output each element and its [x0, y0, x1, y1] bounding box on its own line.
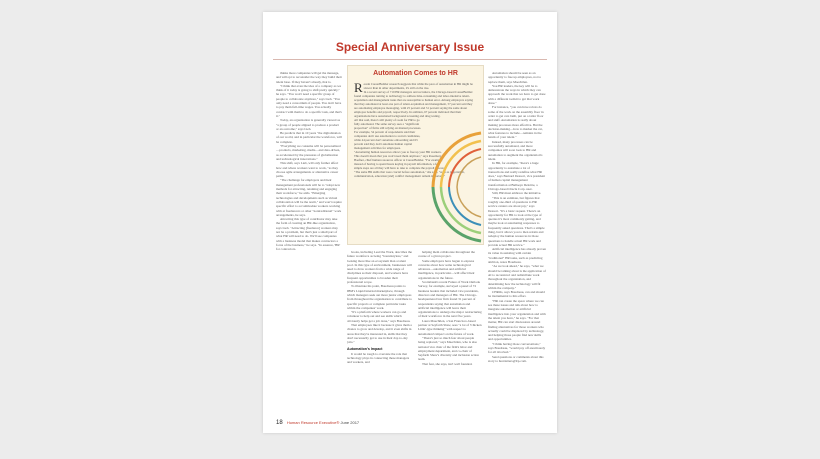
paragraph: Indeed, many processes can be successfully automated, and more companies will soon look to HR and automation to augment the organization's talent. [488, 139, 543, 161]
paragraph: He predicts that in 10 years "the digitalization of our world, and in particular the workforce, will be complete. [276, 131, 342, 144]
paragraph: That fear, she says, isn't well founded. [422, 361, 473, 366]
sidebar-lead [354, 82, 477, 95]
paragraph: To illustrate his point, Boudreau points to IBM's Liquid internal marketplace, through which managers seek out more junior employees from throughout the organization to contribute to specific projects or complete particular tasks within the companies' work. [347, 284, 412, 310]
paragraph: helping them collaborate throughout the course of a given project. [418, 250, 475, 259]
paragraph: books, including Lead the Work, describes the future workforce as being "boundaryless," and looking more like an ecosystem than a talent pool. In this type of environment, businesses will need to draw workers from a wide range of disciplines as their disposal, and workers have frequent opportunities to broaden their professional scope. [347, 250, 413, 285]
paragraph: "Everything we consume will be personalized—products, marketing, media—and data-driven, as accelerated by the pressures of globalization and technological innovations." [276, 144, 341, 161]
paragraph: thinks more companies will get the message, and will opt to reconsider the way they build their talent base. If they haven't already, that is. [276, 71, 342, 84]
banner-divider [273, 59, 547, 60]
publication-name: Human Resource Executive® [286, 420, 340, 425]
paragraph: Automation should be seen as an opportunity to free up employees, not to replace them, says Maechtlen. [488, 71, 542, 84]
paragraph: "I think that even the idea of a company as we think of it today is going to shift pretty quickly," he says. "You won't need a specific group of people to collaborate anymore," says Lieb. "You only need a consortium of people. You don't have to pay them full-time wages. You actually contract with them to do a specific task, and that's it." [276, 83, 342, 118]
sidebar-title: Automation Comes to HR [373, 70, 458, 77]
paragraph: Attracting this type of contributor may take the form of creating an HR-like organization, says Lieb. "Attracting [freelance] workers may not be a problem, but that's just a small part of what HR will need to do. We'll see companies with a business model that makes contractors a focus of the business," he says. "In essence, 'HR' for contractors. [276, 217, 341, 252]
article-column-1 [276, 71, 342, 417]
paragraph: Still, HR must embrace the initiative. [492, 191, 542, 196]
drop-cap: R [354, 82, 363, 95]
paragraph: Some employers have begun to express concerns about how some technological advances—automation and artificial intelligence, in particular—will affect their organizations in the future. [418, 258, 475, 280]
sidebar-paragraph: In a recent survey of 719 HR managers and recruiters, the Chicago-based CareerBuilder found companies turning to technology to address time-consuming and labor-intensive talent-acquisition and management tasks that are susceptible to human error. Among employers saying that they automated at least one part of talent-acquisition and management, 57 percent said they are automating employee messaging, with 25 percent and 31 percent saying the same about employee benefits and payroll, respectively. In addition, 67 percent indicated that their organizations have automated background screening and drug testing. [354, 90, 473, 118]
section-subhead: Automation's Impact [347, 346, 383, 351]
sidebar-paragraph: All that said, there's still plenty of room for HR to go fully automated. The same survey sees a "significant proportion" of firms still relying on manual processes. For example, 54 percent of respondents said their companies don't use automation to recruit candidates, while 44 percent don't automate onboarding and 63 percent said they don't automate human capital management activities for employees. [354, 118, 422, 150]
paragraph: "It's a platform where workers can go and volunteer to help out and see skills which obviously helps get a job done," says Boudreau. [347, 310, 411, 323]
article-column-2 [347, 250, 413, 417]
page-number: 18 [276, 420, 283, 426]
paragraph: "As we look ahead," he says, "what we should be talking about is the application of AI to reconstruct and redistribute work throughout the organization, and determining how the technology will fit within the company." [488, 264, 546, 290]
paragraph: CHROs, says Boudreau, can and should be instrumental to this effort. [488, 290, 545, 299]
paragraph: "There's just so much fear about people being replaced," says Maechtlen, who is also national vice chair of the firm's labor and employment department, and co-chair of Seyfarth Shaw's diversity and inclusion action team. [418, 335, 479, 362]
sidebar-box [347, 65, 484, 245]
issue-banner: Special Anniversary Issue [335, 40, 485, 54]
paragraph: "The challenge for employers and their management professionals will be to "adopt new methods for attracting, retaining and engaging their workforce," he adds. "Emerging technologies and developments such as virtual collaboration will be the norm," and won't require specific effort to accommodate workers working with at freelancers or other "nontraditional" work arrangements, he says. [276, 178, 342, 217]
issue-date: June 2017 [340, 420, 360, 425]
magazine-page [263, 12, 557, 433]
paragraph: For instance, "you can have robots do some of the work on the assembly floor in order to get cars built, put on a tailor floor and stuff. Automation is really about making processes more effective. But the decision-making—how to market the car, what features to include—remains in the hands of your talent." [488, 105, 544, 140]
article-column-3 [418, 250, 482, 417]
paragraph: Laura Maechtlen, a San Francisco-based partner at Seyfarth Shaw, sees "a lot of 'Chicken Little'-type thinking" with respect to automation's impact on the future of work. [418, 318, 482, 336]
paragraph: Today, an organization is generally viewed as "a group of people aligned to produce a product or an outcome," says Lieb. [276, 118, 341, 131]
paragraph: In HR, for example, "there's a huge opportunity to automate a lot of transactions and really redefine what HR does," says Bernard Dessort, vice president of human capital management transformation at Bullseye Deloitte, a Chicago-based Oracle Corp. user. [488, 161, 546, 192]
paragraph: "I think having those conversations," says Boudreau, "would pay off enormously for all involved." [488, 341, 546, 355]
paragraph: You HR leaders, the key will be to demonstrate the ways in which they can approach the work that we have to get done with a different toolkit to get that work done." [488, 83, 546, 106]
article-column-4 [488, 71, 546, 417]
paragraph: Send questions or comments about this story to hrexletters@lrp.com. [488, 354, 544, 363]
paragraph: Scotiabank's recent Future of Work Outlook Survey, for example, surveyed a panel of 72 business leaders that included vice presidents, directors and managers of HR. The Chicago-headquartered law firm found 31 percent of respondents saying that automation and artificial intelligence will leave their organizations to undergo the major restructuring of their workforce in the next five years. [418, 280, 482, 319]
sidebar-paragraph: "Automating human resources allows you to free up your HR workers. This doesn't mean that you won't need them anymore," says Rosemary Haefner, chief human resources officer at CareerBuilder. "For example, instead of having to spend hours keying in payroll information, a few simple steps are all they will have to take to complete the payroll process. [354, 150, 446, 170]
paragraph: "HR can create the space where we can see these issues and talk about how to integrate automation or artificial intelligence into your organization and with the talent you have," he says. "For that matter, HR can start discussions around finding alternatives for those workers who actually could be displaced by technology, and helping those people find new skills and opportunities. [488, 298, 546, 342]
sidebar-paragraph: "The same HR skills that were crucial before automation," she says, "such as negotiation, communication, education [and] conflict management remain important." [354, 170, 465, 178]
sidebar-paragraph: ecent CareerBuilder research suggests that while the pace of automation in HR might be slower than in other departments, it's still on the rise. [363, 82, 473, 90]
paragraph: It would be tough to overstate the role that technology plays in connecting these managers and workers, and [347, 351, 410, 365]
paragraph: "This is an estimate, but figures that roughly one-third of questions to HR service centers are about pay," says Dessort. "It's a basic request. There's an opportunity for HR to look at the type of queries it's most commonly getting, and maybe look at automating responses to frequently asked questions. That's a simple thing, but it allows you to then retrain and redeploy the human resources in those questions to handle actual HR work and provide actual HR service." [488, 195, 545, 247]
page-footer [276, 420, 359, 426]
decorative-arcs-illustration [403, 129, 483, 244]
paragraph: That employees like it because it gives them a chance to grow and develop, and it even shifts in areas that they're interested in, skills that they don't necessarily get to use in their day-to-day jobs." [347, 323, 412, 345]
paragraph: Artificial intelligence has already proven its value in assisting with certain "traditional" HR tasks, such as predicting attrition, notes Boudreau. [488, 247, 546, 265]
paragraph: This shift, says Lieb, will only further affect how and where workers want to work, "as they choose agile arrangements or alternative career paths. [276, 161, 339, 179]
